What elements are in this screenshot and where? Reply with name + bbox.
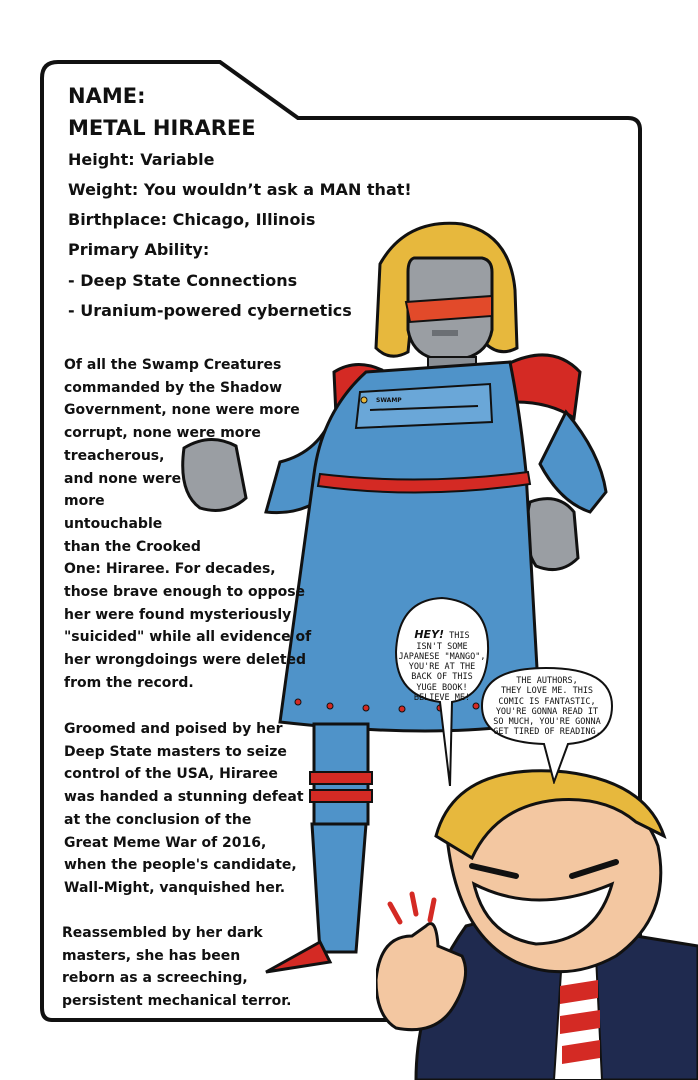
bio-paragraph-2: Groomed and poised by her Deep State masters to seize control of the USA, Hiraree was handed a stunning defeat at the conclusion of the Great Meme War of 2016, when the people's candidate, Wall-Might, vanquished her.	[64, 721, 304, 896]
name-label: NAME:	[68, 84, 146, 108]
stat-primary-ability: Primary Ability:	[68, 240, 210, 259]
stat-weight: Weight: You wouldn’t ask a MAN that!	[68, 180, 412, 199]
ability-item: - Uranium-powered cybernetics	[68, 301, 352, 320]
speech-bubble-left-body: THIS ISN'T SOME JAPANESE "MANGO", YOU'RE AT THE BACK OF THIS YUGE BOOK! BELIEVE ME!	[398, 631, 486, 704]
robot-chest-label: SWAMP	[376, 397, 402, 404]
ability-item: - Deep State Connections	[68, 271, 298, 290]
speech-bubble-exclamation: HEY!	[414, 628, 445, 642]
speech-bubble-left-text	[388, 620, 496, 703]
speech-bubble-right-text: THE AUTHORS, THEY LOVE ME. THIS COMIC IS FANTASTIC, YOU'RE GONNA READ IT SO MUCH, YOU'RE GONNA GET TIRED OF READING.	[493, 676, 601, 738]
stat-birthplace: Birthplace: Chicago, Illinois	[68, 210, 316, 229]
bio-paragraph-3: Reassembled by her dark masters, she has been reborn as a screeching, persistent mechanical terror.	[62, 925, 292, 1010]
wall-might-character-thumbs-up	[376, 766, 698, 1080]
stat-height: Height: Variable	[68, 150, 215, 169]
bio-paragraph-1: Of all the Swamp Creatures commanded by the Shadow Government, none were more corrupt, none were more treacherous, and none were more untouchable than the Crooked One: Hiraree. For decades, those brave enough to oppose her were found mysteriously "suicided" while all evidence of her wrongdoings were deleted from the record.	[64, 357, 312, 691]
character-name: METAL HIRAREE	[68, 116, 256, 140]
